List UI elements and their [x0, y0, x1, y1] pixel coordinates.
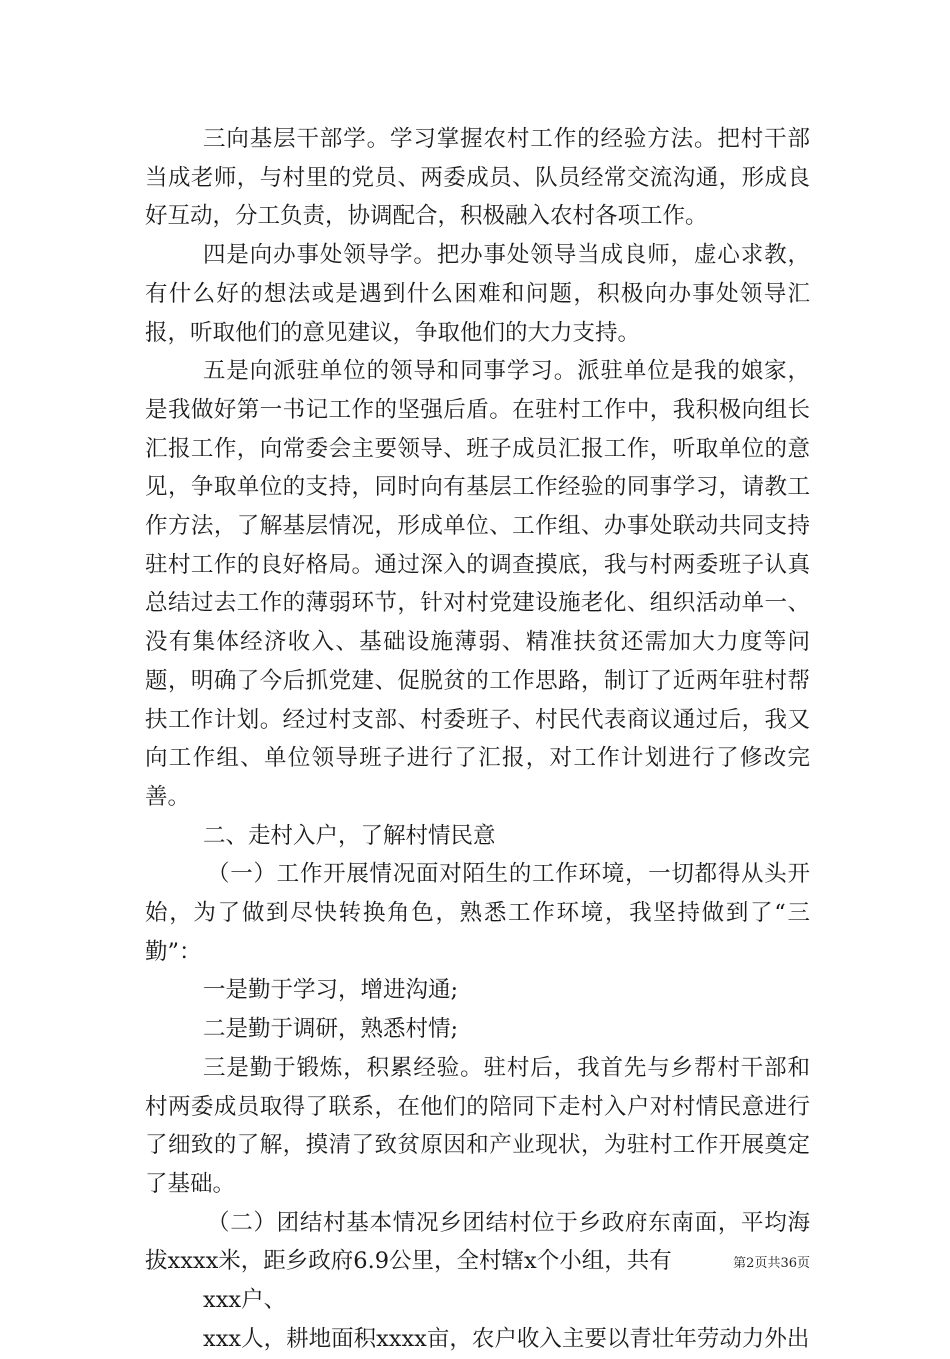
section-heading: 二、走村入户，了解村情民意 — [203, 822, 496, 849]
document-body — [145, 120, 810, 1359]
page-number-footer: 第2页共36页 — [733, 1256, 810, 1271]
paragraph: xxx户、 — [203, 1287, 287, 1314]
paragraph: 三向基层干部学。学习掌握农村工作的经验方法。把村干部当成老师，与村里的党员、两委成员、队员经常交流沟通，形成良好互动，分工负责，协调配合，积极融入农村各项工作。 — [145, 126, 810, 230]
paragraph: 三是勤于锻炼，积累经验。驻村后，我首先与乡帮村干部和村两委成员取得了联系，在他们的陪同下走村入户对村情民意进行了细致的了解，摸清了致贫原因和产业现状，为驻村工作开展奠定了基础。 — [145, 1054, 810, 1197]
paragraph: 四是向办事处领导学。把办事处领导当成良师，虚心求教，有什么好的想法或是遇到什么困难和问题，积极向办事处领导汇报，听取他们的意见建议，争取他们的大力支持。 — [145, 242, 810, 346]
paragraph: 五是向派驻单位的领导和同事学习。派驻单位是我的娘家，是我做好第一书记工作的坚强后盾。在驻村工作中，我积极向组长汇报工作，向常委会主要领导、班子成员汇报工作，听取单位的意见，争取单位的支持，同时向有基层工作经验的同事学习，请教工作方法，了解基层情况，形成单位、工作组、办事处联动共同支持驻村工作的良好格局。通过深入的调查摸底，我与村两委班子认真总结过去工作的薄弱环节，针对村党建设施老化、组织活动单一、没有集体经济收入、基础设施薄弱、精准扶贫还需加大力度等问题，明确了今后抓党建、促脱贫的工作思路，制订了近两年驻村帮扶工作计划。经过村支部、村委班子、村民代表商议通过后，我又向工作组、单位领导班子进行了汇报，对工作计划进行了修改完善。 — [145, 358, 810, 810]
list-item: 二是勤于调研，熟悉村情; — [203, 1016, 459, 1043]
paragraph: （二）团结村基本情况乡团结村位于乡政府东南面，平均海拔xxxx米，距乡政府6.9公里，全村辖x个小组，共有 — [145, 1209, 810, 1275]
list-item: 一是勤于学习，增进沟通; — [203, 977, 459, 1004]
paragraph: xxx人，耕地面积xxxx亩，农户收入主要以青壮年劳动力外出 — [203, 1325, 810, 1352]
paragraph: （一）工作开展情况面对陌生的工作环境，一切都得从头开始，为了做到尽快转换角色，熟悉工作环境，我坚持做到了“三勤”： — [145, 861, 810, 965]
